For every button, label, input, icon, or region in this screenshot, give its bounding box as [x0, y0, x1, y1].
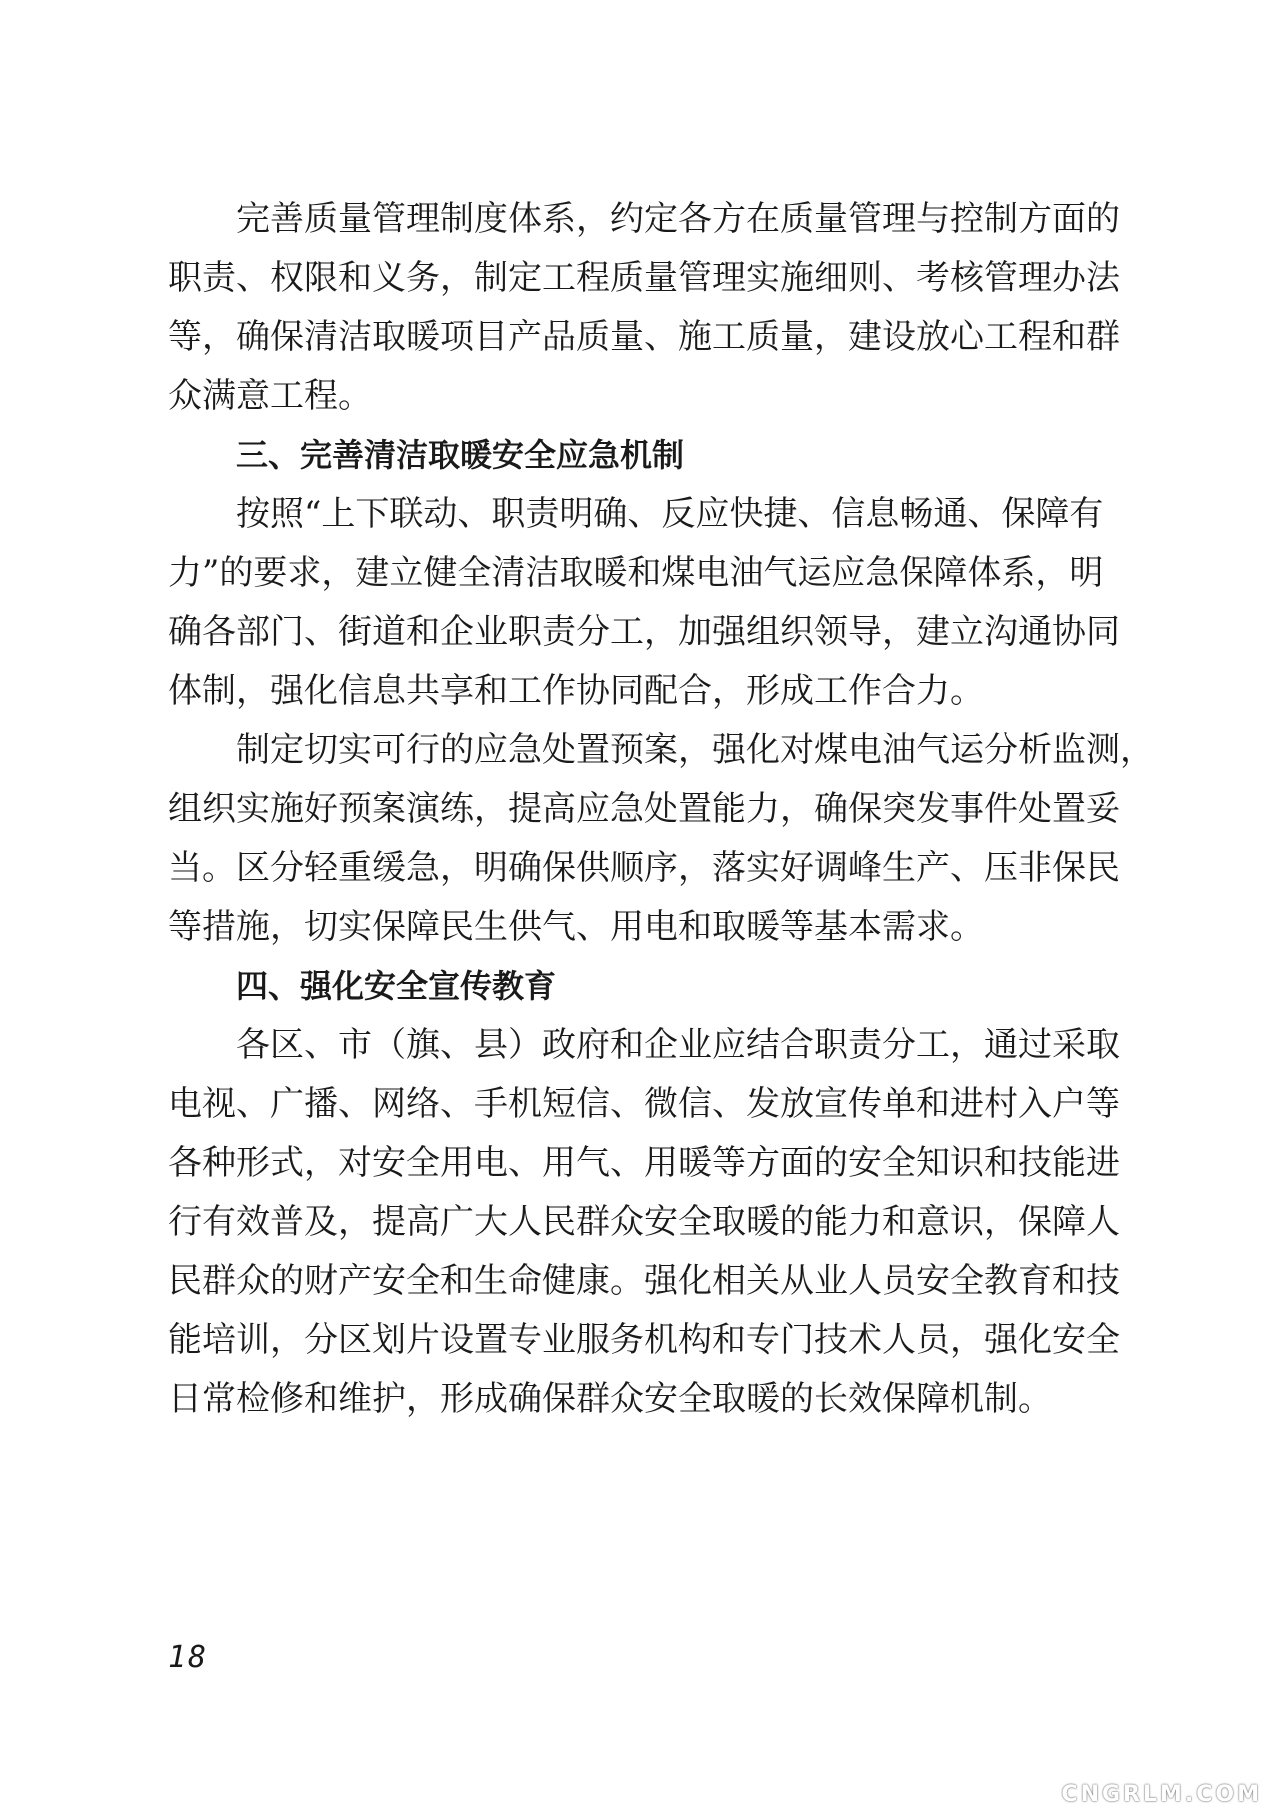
paragraph-4-line: 能培训，分区划片设置专业服务机构和专门技术人员，强化安全 [168, 1320, 1120, 1360]
paragraph-3-line: 制定切实可行的应急处置预案，强化对煤电油气运分析监测， [236, 730, 1154, 770]
paragraph-2-line: 力”的要求，建立健全清洁取暖和煤电油气运应急保障体系，明 [168, 553, 1104, 593]
document-body [168, 190, 1154, 1429]
paragraph-4-line: 电视、广播、网络、手机短信、微信、发放宣传单和进村入户等 [168, 1084, 1120, 1124]
page-number: 18 [168, 1640, 209, 1675]
section-heading-4: 四、强化安全宣传教育 [236, 967, 557, 1005]
paragraph-1-line: 完善质量管理制度体系，约定各方在质量管理与控制方面的 [236, 199, 1120, 239]
paragraph-4-line: 各区、市（旗、县）政府和企业应结合职责分工，通过采取 [236, 1025, 1120, 1065]
section-heading-3: 三、完善清洁取暖安全应急机制 [236, 436, 685, 474]
paragraph-4-line: 日常检修和维护，形成确保群众安全取暖的长效保障机制。 [168, 1379, 1052, 1419]
watermark: CNGRLM.COM [1061, 1782, 1262, 1807]
paragraph-4-line: 行有效普及，提高广大人民群众安全取暖的能力和意识，保障人 [168, 1202, 1120, 1242]
paragraph-1-line: 职责、权限和义务，制定工程质量管理实施细则、考核管理办法 [168, 258, 1120, 298]
paragraph-3-line: 组织实施好预案演练，提高应急处置能力，确保突发事件处置妥 [168, 789, 1120, 829]
paragraph-2-line: 按照“上下联动、职责明确、反应快捷、信息畅通、保障有 [236, 494, 1104, 534]
paragraph-1-line: 众满意工程。 [168, 376, 372, 416]
paragraph-3-line: 当。区分轻重缓急，明确保供顺序，落实好调峰生产、压非保民 [168, 848, 1120, 888]
paragraph-4-line: 民群众的财产安全和生命健康。强化相关从业人员安全教育和技 [168, 1261, 1120, 1301]
paragraph-2-line: 确各部门、街道和企业职责分工，加强组织领导，建立沟通协同 [168, 612, 1120, 652]
paragraph-4-line: 各种形式，对安全用电、用气、用暖等方面的安全知识和技能进 [168, 1143, 1120, 1183]
paragraph-3-line: 等措施，切实保障民生供气、用电和取暖等基本需求。 [168, 907, 984, 947]
paragraph-2-line: 体制，强化信息共享和工作协同配合，形成工作合力。 [168, 671, 984, 711]
paragraph-1-line: 等，确保清洁取暖项目产品质量、施工质量，建设放心工程和群 [168, 317, 1120, 357]
